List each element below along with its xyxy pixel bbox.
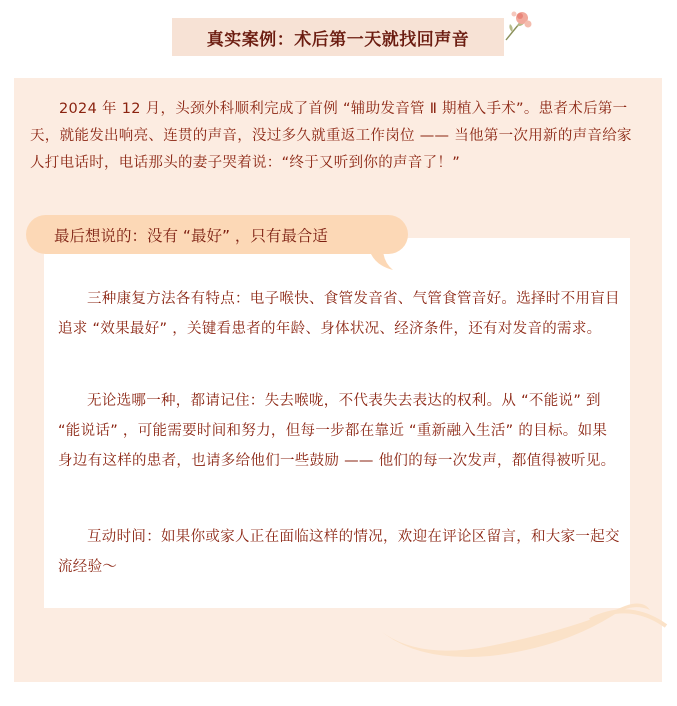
case-paragraph: 2024 年 12 月，头颈外科顺利完成了首例 “辅助发音管 Ⅱ 期植入手术”。患者术后第一天，就能发出响亮、连贯的声音，没过多久就重返工作岗位 —— 当他第一次用新的声音给家人打电话时，电话那头的妻子哭着说：“终于又听到你的声音了！”	[30, 101, 632, 171]
conclusion-paragraph-1: 三种康复方法各有特点：电子喉快、食管发音省、气管食管音好。选择时不用盲目追求 “效果最好” ，关键看患者的年龄、身体状况、经济条件，还有对发音的需求。	[58, 291, 620, 337]
bubble-tail	[371, 248, 395, 272]
conclusion-paragraph-2: 无论选哪一种，都请记住：失去喉咙，不代表失去表达的权利。从 “不能说” 到 “能说话” ，可能需要时间和努力，但每一步都在靠近 “重新融入生活” 的目标。如果身边有这样的患者，也请多给他们一些鼓励 —— 他们的每一次发声，都值得被听见。	[58, 393, 616, 469]
swirl-decoration	[380, 590, 670, 670]
title-banner	[0, 0, 677, 70]
page-title: 真实案例：术后第一天就找回声音	[206, 29, 470, 50]
section-heading-bubble	[26, 215, 408, 254]
flower-icon	[500, 8, 534, 42]
section-heading: 最后想说的：没有 “最好” ，只有最合适	[54, 226, 328, 245]
interaction-paragraph: 互动时间：如果你或家人正在面临这样的情况，欢迎在评论区留言，和大家一起交流经验～	[58, 529, 620, 575]
title-box	[172, 18, 504, 56]
